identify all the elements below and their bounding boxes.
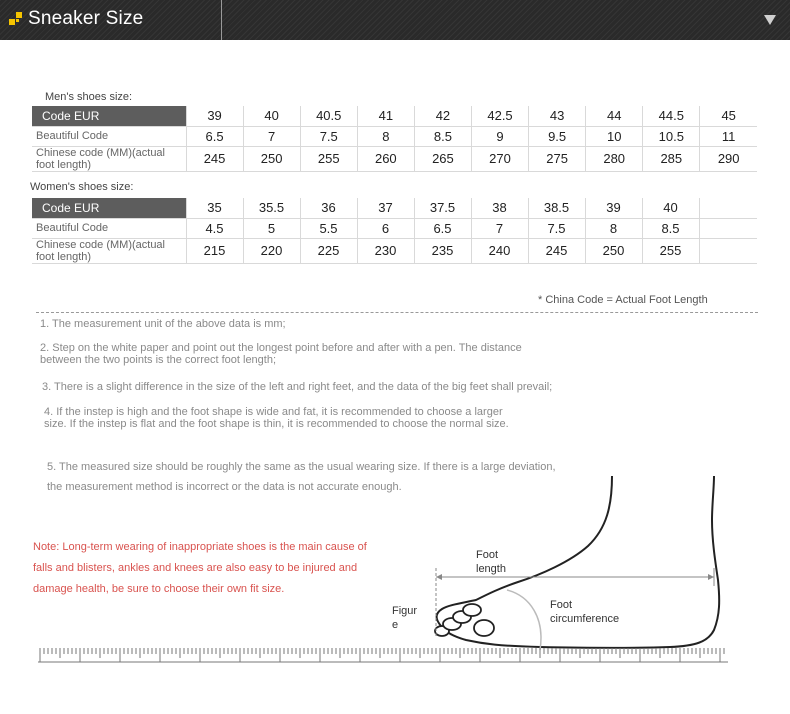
size-cell: 270 — [471, 146, 528, 171]
size-cell: 35 — [186, 198, 243, 218]
mens-size-label: Men's shoes size: — [45, 91, 133, 103]
size-cell: 41 — [357, 106, 414, 126]
size-cell: 38.5 — [528, 198, 585, 218]
womens-size-label: Women's shoes size: — [30, 181, 134, 193]
size-cell: 40 — [243, 106, 300, 126]
size-cell: 8.5 — [642, 218, 699, 238]
size-cell: 235 — [414, 238, 471, 263]
warning-note: Note: Long-term wearing of inappropriate shoes is the main cause of falls and blisters, ankles and knees are also easy to be injured and damage health, be sure to choose their own fit size. — [33, 541, 367, 595]
size-cell: 7 — [471, 218, 528, 238]
row-header: Chinese code (MM)(actual foot length) — [32, 146, 186, 171]
size-cell: 7 — [243, 126, 300, 146]
foot-circumference-label: Foot circumference — [550, 599, 620, 625]
size-cell: 245 — [186, 146, 243, 171]
size-cell: 8 — [585, 218, 642, 238]
size-cell: 38 — [471, 198, 528, 218]
size-cell: 245 — [528, 238, 585, 263]
ruler — [38, 648, 728, 662]
size-cell: 6.5 — [186, 126, 243, 146]
size-cell: 44 — [586, 106, 643, 126]
size-cell: 42 — [414, 106, 471, 126]
size-cell: 220 — [243, 238, 300, 263]
foot-length-label: Foot length — [476, 549, 506, 575]
note-5: 5. The measured size should be roughly the same as the usual wearing size. If there is a large deviation, the measurement method is incorrect or the data is not accurate enough. — [47, 461, 556, 493]
size-cell: 255 — [642, 238, 699, 263]
page-title: Sneaker Size — [28, 8, 144, 29]
size-cell: 7.5 — [528, 218, 585, 238]
size-cell: 39 — [186, 106, 243, 126]
size-cell: 250 — [585, 238, 642, 263]
size-cell: 7.5 — [300, 126, 357, 146]
size-cell: 40 — [642, 198, 699, 218]
size-cell: 40.5 — [300, 106, 357, 126]
size-cell: 43 — [529, 106, 586, 126]
size-cell: 265 — [414, 146, 471, 171]
size-cell: 10.5 — [643, 126, 700, 146]
size-cell: 10 — [586, 126, 643, 146]
size-cell: 280 — [586, 146, 643, 171]
size-cell: 285 — [643, 146, 700, 171]
row-header: Beautiful Code — [32, 126, 186, 146]
row-header: Code EUR — [32, 106, 186, 126]
size-cell: 240 — [471, 238, 528, 263]
size-cell: 6.5 — [414, 218, 471, 238]
row-header: Code EUR — [32, 198, 186, 218]
row-header: Chinese code (MM)(actual foot length) — [32, 238, 186, 263]
circumference-line — [507, 590, 541, 650]
size-cell: 275 — [529, 146, 586, 171]
size-cell: 42.5 — [471, 106, 528, 126]
size-cell: 6 — [357, 218, 414, 238]
size-cell: 260 — [357, 146, 414, 171]
size-cell: 8.5 — [414, 126, 471, 146]
row-header: Beautiful Code — [32, 218, 186, 238]
size-cell: 290 — [700, 146, 757, 171]
size-cell: 215 — [186, 238, 243, 263]
size-cell: 37.5 — [414, 198, 471, 218]
size-cell: 8 — [357, 126, 414, 146]
size-cell: 35.5 — [243, 198, 300, 218]
china-code-note: * China Code = Actual Foot Length — [538, 294, 708, 306]
size-cell: 225 — [300, 238, 357, 263]
size-cell: 37 — [357, 198, 414, 218]
note-3: 3. There is a slight difference in the size of the left and right feet, and the data of the big feet shall prevail; — [42, 381, 553, 393]
size-cell: 5.5 — [300, 218, 357, 238]
size-cell: 5 — [243, 218, 300, 238]
size-cell: 36 — [300, 198, 357, 218]
size-cell: 9 — [471, 126, 528, 146]
size-cell: 255 — [300, 146, 357, 171]
note-1: 1. The measurement unit of the above data is mm; — [40, 318, 286, 330]
figure-label: Figure — [392, 605, 418, 631]
size-cell: 45 — [700, 106, 757, 126]
size-cell: 11 — [700, 126, 757, 146]
note-2: 2. Step on the white paper and point out the longest point before and after with a pen. The distance between the two points is the correct foot length; — [40, 342, 522, 366]
size-cell: 44.5 — [643, 106, 700, 126]
size-cell: 250 — [243, 146, 300, 171]
size-cell: 39 — [585, 198, 642, 218]
note-4: 4. If the instep is high and the foot shape is wide and fat, it is recommended to choose a larger size. If the instep is flat and the foot shape is thin, it is recommended to choose the normal size. — [44, 406, 509, 430]
size-cell: 9.5 — [529, 126, 586, 146]
size-cell: 230 — [357, 238, 414, 263]
size-cell: 4.5 — [186, 218, 243, 238]
